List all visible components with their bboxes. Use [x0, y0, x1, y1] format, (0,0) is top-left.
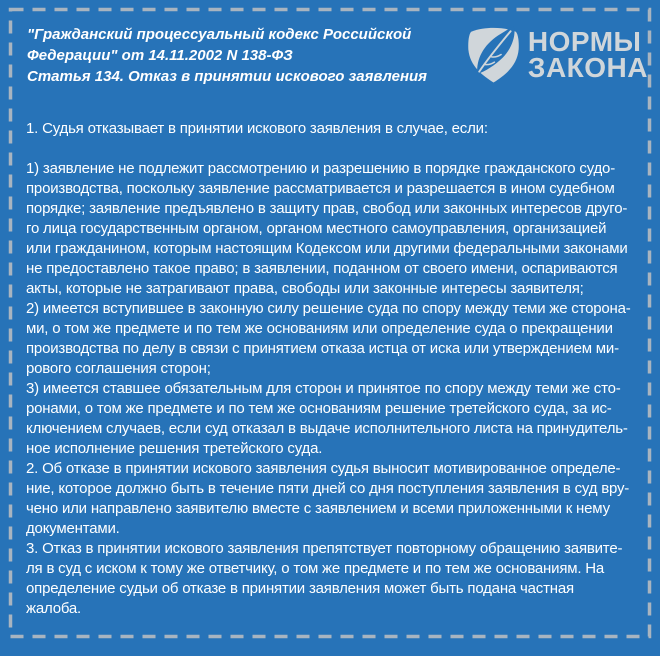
text-line: определение судьи об отказе в принятии заявления может быть подана частная — [26, 580, 574, 597]
text-line: ние, которое должно быть в течение пяти дней со дня поступления заявления в суд вру- — [26, 480, 630, 497]
article-text — [26, 119, 640, 619]
logo-text-line2: ЗАКОНА — [527, 52, 648, 83]
logo-text — [527, 26, 648, 83]
logo-text-line1: НОРМЫ — [527, 26, 642, 57]
text-line: 2. Об отказе в принятии искового заявления судья выносит мотивированное определе- — [26, 460, 621, 477]
text-line: производства по делу в связи с принятием отказа истца от иска или утверждением ми- — [26, 340, 619, 357]
text-line: "Гражданский процессуальный кодекс Российской — [27, 26, 412, 43]
text-line: 1) заявление не подлежит рассмотрению и разрешению в порядке гражданского судо- — [26, 160, 615, 177]
text-line: порядке; заявление предъявлено в защиту прав, свобод или законных интересов друго- — [26, 200, 628, 217]
text-line: производства, поскольку заявление рассматривается и разрешается в ином судебном — [26, 180, 615, 197]
text-line: 3. Отказ в принятии искового заявления препятствует повторному обращению заявите- — [26, 540, 623, 557]
text-line: 1. Судья отказывает в принятии искового заявления в случае, если: — [26, 120, 488, 137]
logo — [465, 25, 648, 85]
text-line: чено или направлено заявителю вместе с заявлением и всеми приложенными к нему — [26, 500, 610, 517]
text-line: акты, которые не затрагивают права, свободы или законные интересы заявителя; — [26, 280, 584, 297]
text-line: рового соглашения сторон; — [26, 360, 211, 377]
text-line: го лица государственным органом, органом местного самоуправления, организацией — [26, 220, 607, 237]
text-line: ми, о том же предмете и по тем же основаниям или определение суда о прекращении — [26, 320, 613, 337]
document-title — [27, 24, 457, 87]
text-line: Федерации" от 14.11.2002 N 138-ФЗ — [27, 47, 293, 64]
text-line: документами. — [26, 520, 120, 537]
text-line: ронами, о том же предмете и по тем же основаниям решение третейского суда, за ис- — [26, 400, 612, 417]
text-line: 2) имеется вступившее в законную силу решение суда по спору между теми же сторона- — [26, 300, 631, 317]
text-line: не предоставлено такое право; в заявлении, поданном от своего имени, оспариваются — [26, 260, 618, 277]
header — [27, 24, 648, 87]
text-line: или гражданином, которым настоящим Кодексом или другими федеральными законами — [26, 240, 628, 257]
shield-feather-icon — [465, 25, 522, 85]
text-line: ное исполнение решения третейского суда. — [26, 440, 323, 457]
text-line: Статья 134. Отказ в принятии искового заявления — [27, 68, 428, 85]
text-line: ключением случаев, если суд отказал в выдаче исполнительного листа на принудитель- — [26, 420, 628, 437]
text-line: ля в суд с иском к тому же ответчику, о том же предмете и по тем же основаниям. На — [26, 560, 605, 577]
text-line: жалоба. — [26, 600, 81, 617]
text-line — [26, 139, 640, 159]
text-line: 3) имеется ставшее обязательным для сторон и принятое по спору между теми же сто- — [26, 380, 621, 397]
